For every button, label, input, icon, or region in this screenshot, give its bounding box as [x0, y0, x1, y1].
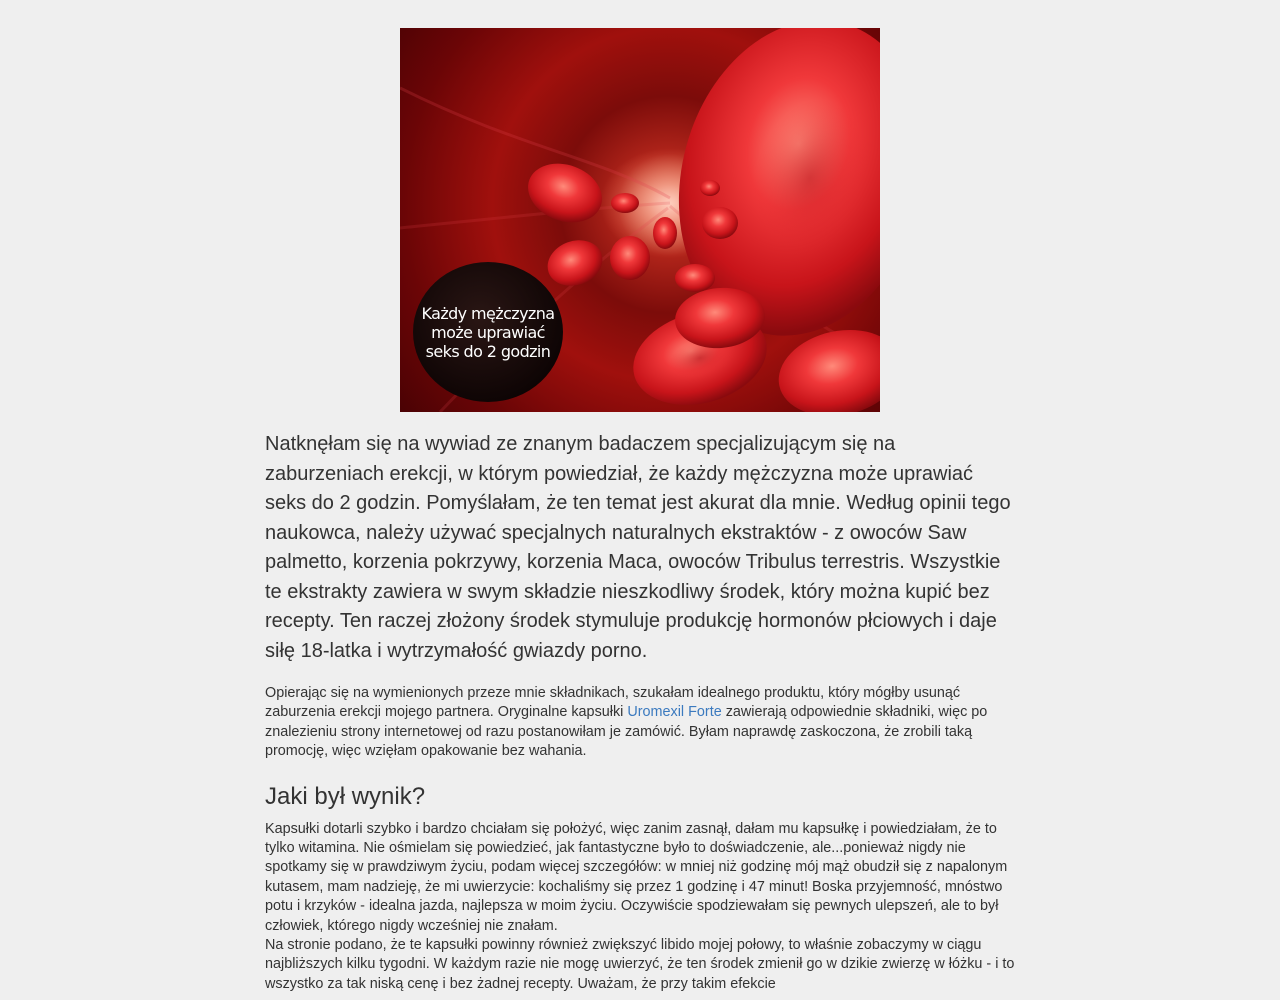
hero-badge-text: Każdy mężczyzna może uprawiać seks do 2 godzin [421, 303, 555, 361]
paragraph-text-after-link: zawierają odpowiednie składniki, więc po znalezieniu strony internetowej od razu postanowiłam je zamówić. Byłam naprawdę zaskoczona, że zrobili taką promocję, więc wzięłam opakowanie bez wahania. [265, 704, 988, 760]
product-link[interactable]: Uromexil Forte [627, 704, 722, 721]
paragraph-product-search [265, 684, 1015, 762]
lead-paragraph: Natknęłam się na wywiad ze znanym badaczem specjalizującym się na zaburzeniach erekcji, w którym powiedział, że każdy mężczyzna może uprawiać seks do 2 godzin. Pomyślałam, że ten temat jest akurat dla mnie. Według opinii tego naukowca, należy używać specjalnych naturalnych ekstraktów - z owoców Saw palmetto, korzenia pokrzywy, korzenia Maca, owoców Tribulus terrestris. Wszystkie te ekstrakty zawiera w swym składzie nieszkodliwy środek, który można kupić bez recepty. Ten raczej złożony środek stymuluje produkcję hormonów płciowych i daje siłę 18-latka i wytrzymałość gwiazdy porno. [265, 433, 1011, 662]
paragraph-result: Kapsułki dotarli szybko i bardzo chciałam się położyć, więc zanim zasnął, dałam mu kapsułkę i powiedziałam, że to tylko witamina. Nie ośmielam się powiedzieć, jak fantastyczne było to doświadczenie, ale...ponieważ nigdy nie spotkamy się w prawdziwym życiu, podam więcej szczegółów: w mniej niż godzinę mój mąż obudził się z napalonym kutasem, mam nadzieję, że mi uwierzycie: kochaliśmy się przez 1 godzinę i 47 minut! Boska przyjemność, mnóstwo potu i krzyków - idealna jazda, najlepsza w moim życiu. Oczywiście spodziewałam się pewnych ulepszeń, ale to był człowiek, którego nigdy wcześniej nie znałam. [265, 820, 1008, 934]
section-heading-result: Jaki był wynik? [265, 782, 426, 810]
paragraph-text-before-link: Opierając się na wymienionych przeze mnie składnikach, szukałam idealnego produktu, który mógłby usunąć zaburzenia erekcji mojego partnera. Oryginalne kapsułki [265, 685, 961, 721]
hero-badge [413, 262, 563, 402]
article-content [265, 430, 1015, 994]
paragraph-libido: Na stronie podano, że te kapsułki powinny również zwiększyć libido mojej połowy, to właśnie zobaczymy w ciągu najbliższych kilku tygodni. W każdym razie nie mogę uwierzyć, że ten środek zmienił go w dzikie zwierzę w łóżku - i to wszystko za tak niską cenę i bez żadnej recepty. Uważam, że przy takim efekcie [265, 937, 1015, 992]
